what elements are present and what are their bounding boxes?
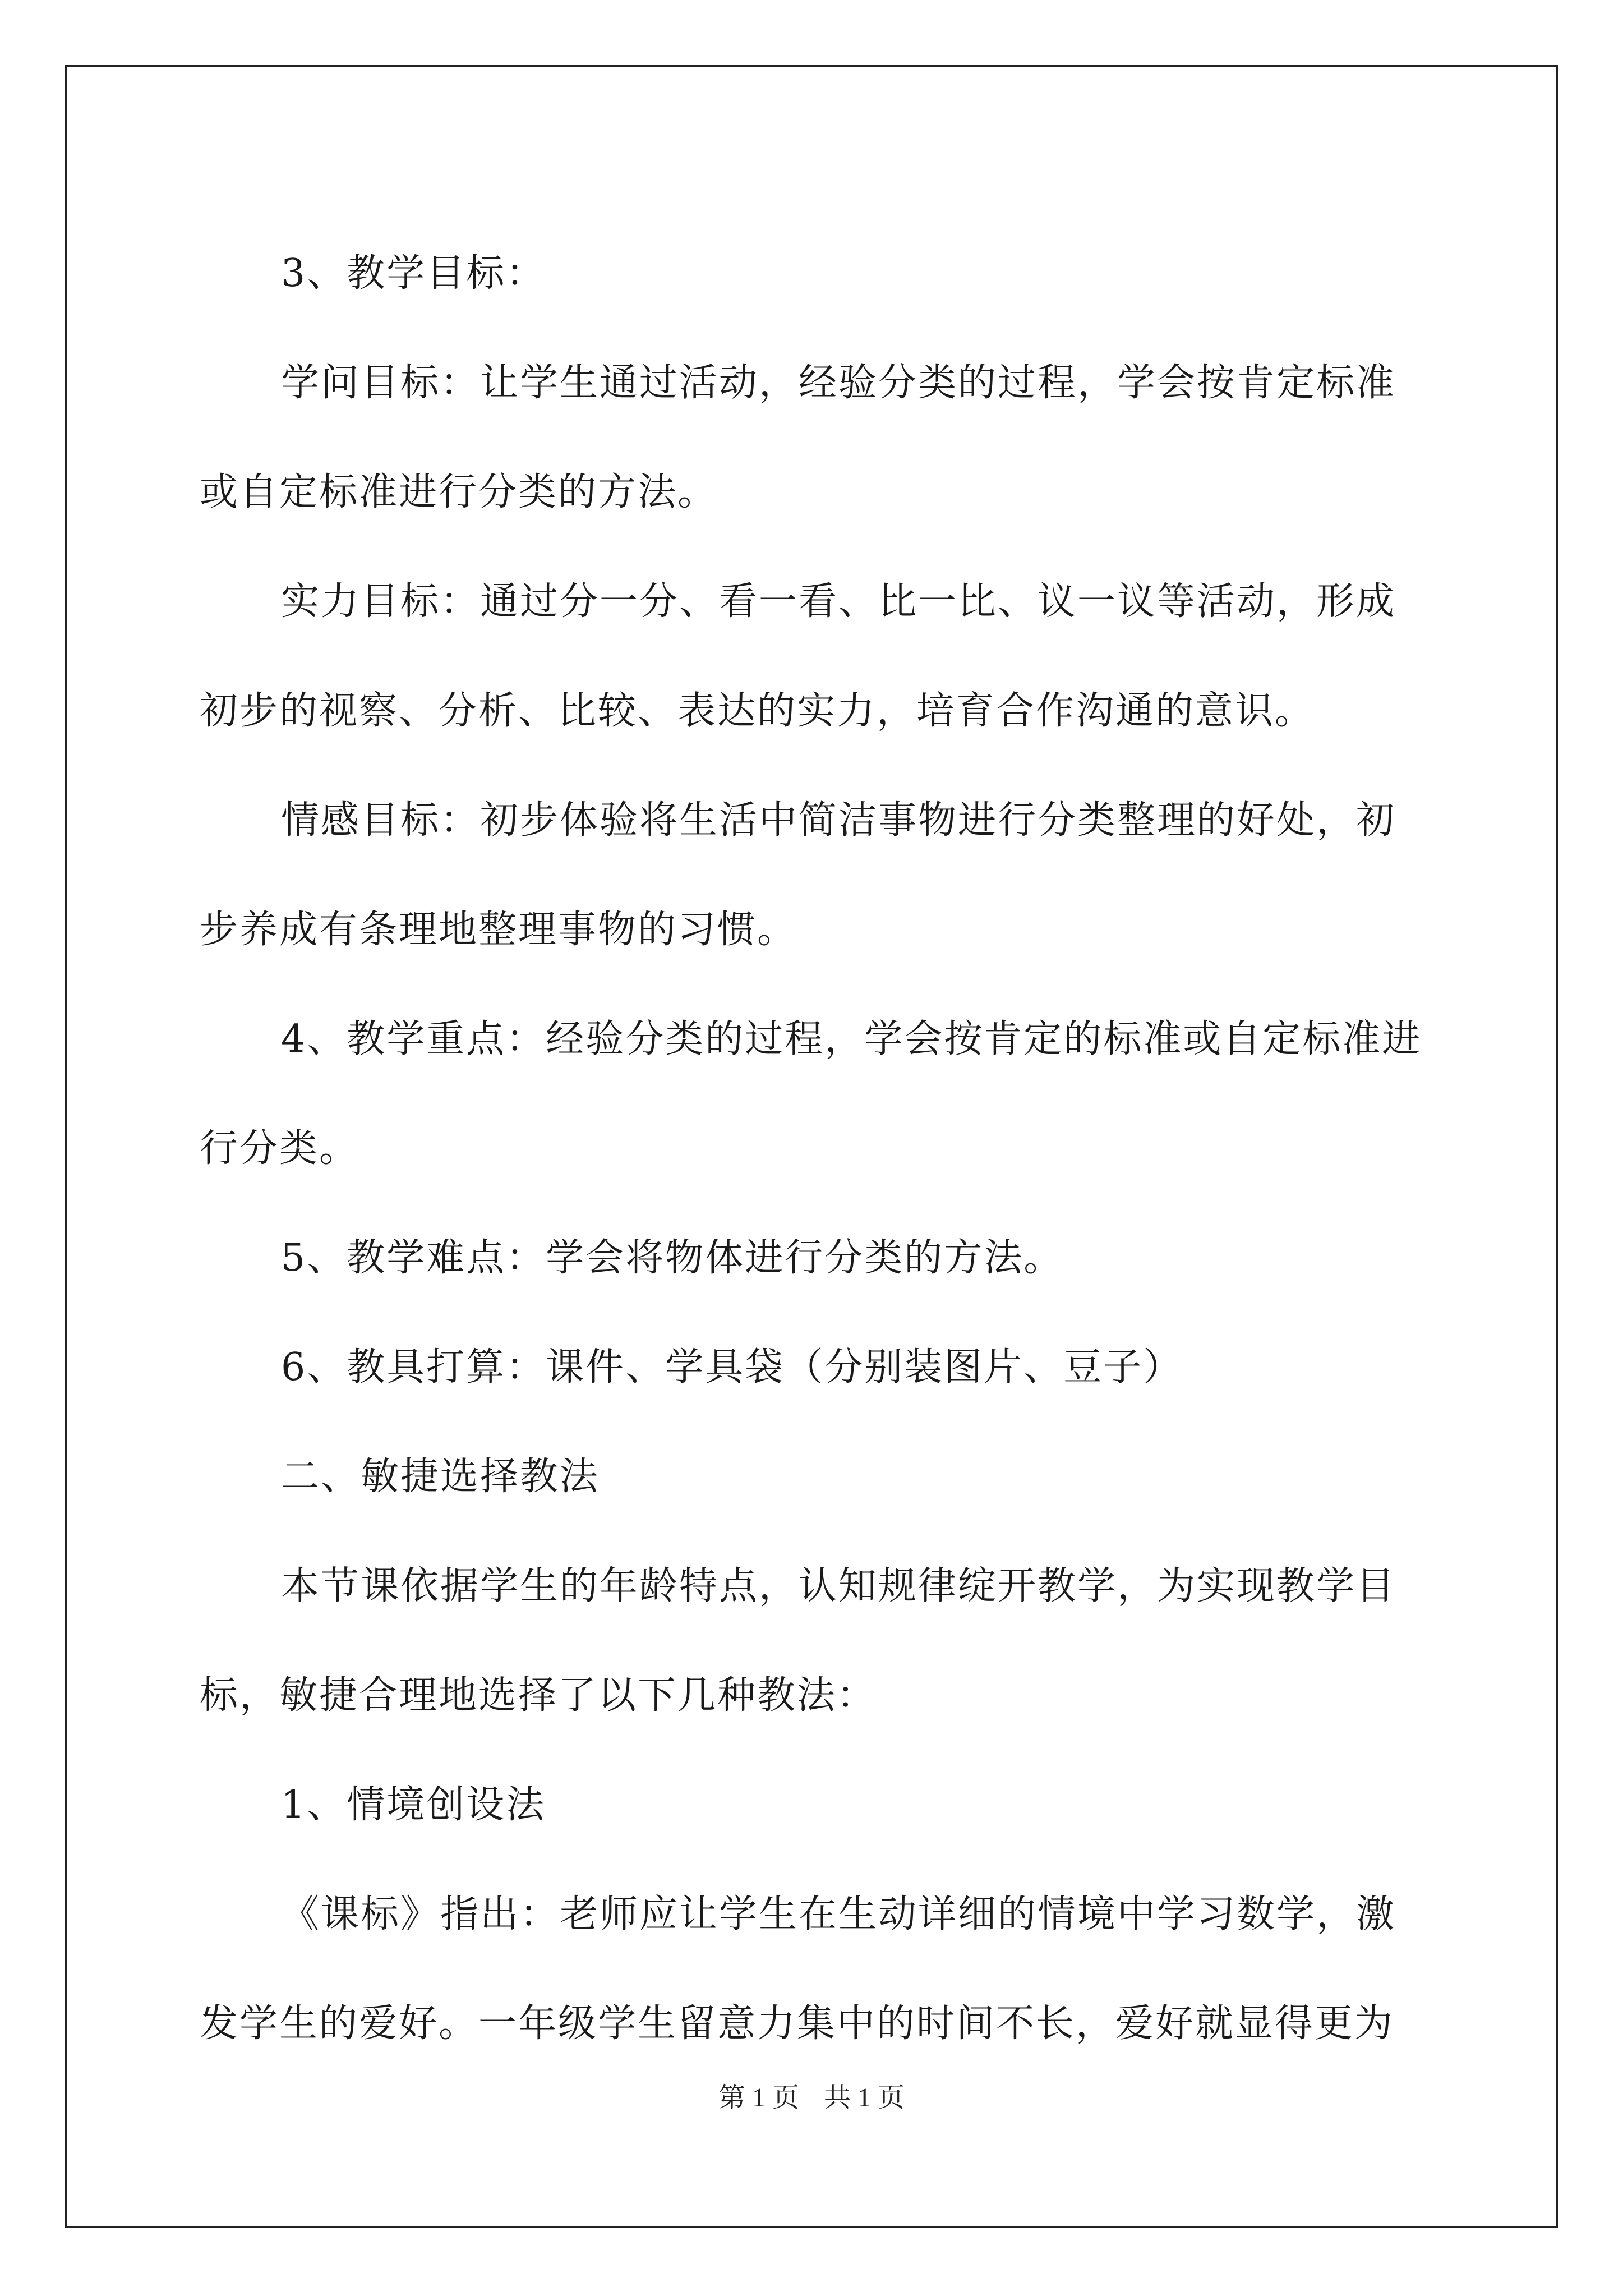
paragraph-line: 情感目标：初步体验将生活中简洁事物进行分类整理的好处，初 <box>281 798 1396 843</box>
paragraph <box>200 328 1428 547</box>
paragraph-line: 行分类。 <box>200 1126 359 1171</box>
section-heading <box>200 1422 1428 1531</box>
paragraph <box>200 984 1428 1203</box>
page-number-total: 共 1 页 <box>824 2083 905 2113</box>
paragraph-line: 本节课依据学生的年龄特点，认知规律绽开教学，为实现教学目 <box>281 1564 1396 1608</box>
document-body <box>200 219 1428 2078</box>
paragraph-line: 5、教学难点：学会将物体进行分类的方法。 <box>281 1236 1064 1280</box>
paragraph <box>200 1203 1428 1313</box>
paragraph <box>200 766 1428 984</box>
paragraph-line: 标，敏捷合理地选择了以下几种教法： <box>200 1673 877 1718</box>
paragraph <box>200 1313 1428 1422</box>
paragraph <box>200 219 1428 328</box>
paragraph-line: 实力目标：通过分一分、看一看、比一比、议一议等活动，形成 <box>281 579 1396 624</box>
paragraph-line: 4、教学重点：经验分类的过程，学会按肯定的标准或自定标准进 <box>281 1017 1422 1061</box>
paragraph <box>200 1531 1428 1750</box>
paragraph-line: 6、教具打算：课件、学具袋（分别装图片、豆子） <box>281 1345 1183 1389</box>
paragraph <box>200 1750 1428 1860</box>
paragraph-line: 发学生的爱好。一年级学生留意力集中的时间不长，爱好就显得更为 <box>200 2001 1395 2046</box>
paragraph-line: 1、情境创设法 <box>281 1783 546 1827</box>
paragraph <box>200 1860 1428 2078</box>
paragraph-line: 步养成有条理地整理事物的习惯。 <box>200 908 797 952</box>
page-footer <box>0 2076 1623 2114</box>
paragraph-line: 3、教学目标： <box>281 251 546 296</box>
paragraph-line: 二、敏捷选择教法 <box>281 1455 600 1499</box>
page-number-current: 第 1 页 <box>718 2083 799 2113</box>
paragraph-line: 或自定标准进行分类的方法。 <box>200 470 718 514</box>
paragraph-line: 学问目标：让学生通过活动，经验分类的过程，学会按肯定标准 <box>281 361 1396 405</box>
paragraph-line: 初步的视察、分析、比较、表达的实力，培育合作沟通的意识。 <box>200 689 1315 733</box>
paragraph-line: 《课标》指出：老师应让学生在生动详细的情境中学习数学，激 <box>281 1892 1396 1936</box>
paragraph <box>200 547 1428 766</box>
